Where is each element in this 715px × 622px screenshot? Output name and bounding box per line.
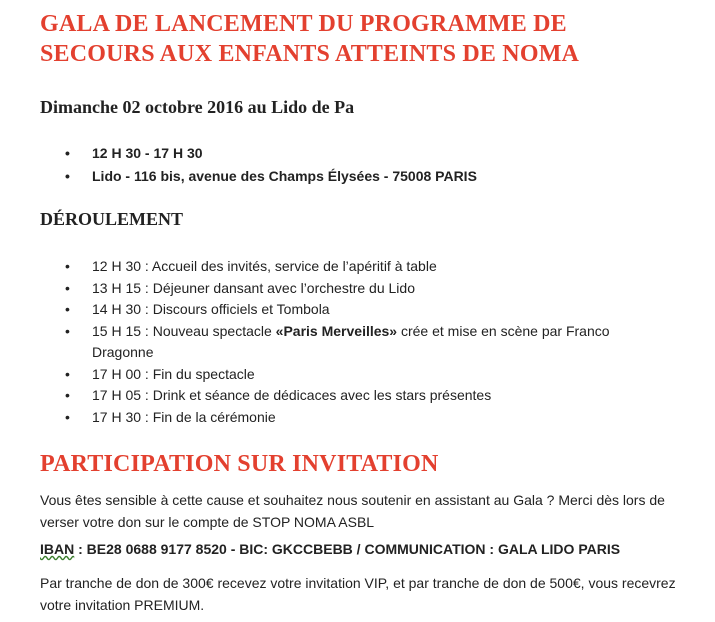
event-info-list bbox=[0, 142, 692, 188]
bullet: • bbox=[65, 168, 70, 184]
bullet: • bbox=[65, 408, 70, 425]
schedule-text: 13 H 15 : Déjeuner dansant avec l’orchestre du Lido bbox=[92, 279, 415, 296]
deroulement-heading: DÉROULEMENT bbox=[40, 209, 184, 229]
event-date: Dimanche 02 octobre 2016 au Lido de Pa bbox=[40, 97, 355, 117]
bank-details bbox=[40, 541, 620, 557]
list-item bbox=[0, 299, 692, 321]
schedule-text: 14 H 30 : Discours officiels et Tombola bbox=[92, 301, 330, 317]
list-item bbox=[0, 321, 652, 364]
list-item bbox=[0, 385, 692, 407]
bullet: • bbox=[65, 365, 70, 382]
participation-intro: Vous êtes sensible à cette cause et souhaitez nous soutenir en assistant au Gala ? Merci dès lors de verser votre don sur le compte de STOP NOMA ASBL bbox=[40, 492, 665, 530]
list-item bbox=[0, 142, 692, 165]
schedule-text: 17 H 30 : Fin de la cérémonie bbox=[92, 408, 276, 425]
donation-tiers: Par tranche de don de 300€ recevez votre invitation VIP, et par tranche de don de 500€, vous recevrez votre invitation PREMIUM. bbox=[40, 575, 676, 613]
list-item bbox=[0, 278, 692, 300]
schedule-text-before: 15 H 15 : Nouveau spectacle bbox=[92, 322, 276, 339]
schedule-list bbox=[0, 256, 692, 428]
bullet: • bbox=[65, 301, 70, 317]
schedule-text-after: crée et mise en scène par Franco Dragonne bbox=[92, 322, 610, 360]
bullet: • bbox=[65, 258, 70, 274]
bullet: • bbox=[65, 387, 70, 403]
list-item bbox=[0, 407, 692, 429]
iban-details: : BE28 0688 9177 8520 - BIC: GKCCBEBB / COMMUNICATION : GALA LIDO PARIS bbox=[74, 541, 621, 557]
schedule-text: 12 H 30 : Accueil des invités, service de l’apéritif à table bbox=[92, 258, 437, 274]
event-time: 12 H 30 - 17 H 30 bbox=[92, 145, 203, 161]
bullet: • bbox=[65, 322, 70, 339]
title-line-1: GALA DE LANCEMENT DU PROGRAMME DE bbox=[40, 11, 567, 37]
bullet: • bbox=[65, 145, 70, 161]
show-title: «Paris Merveilles» bbox=[275, 322, 398, 339]
list-item bbox=[0, 165, 692, 188]
list-item bbox=[0, 364, 692, 386]
bullet: • bbox=[65, 279, 70, 296]
list-item bbox=[0, 256, 692, 278]
schedule-text: 17 H 05 : Drink et séance de dédicaces avec les stars présentes bbox=[92, 387, 492, 403]
schedule-text: 17 H 00 : Fin du spectacle bbox=[92, 365, 255, 382]
event-venue: Lido - 116 bis, avenue des Champs Élysées - 75008 PARIS bbox=[92, 168, 477, 184]
participation-heading: PARTICIPATION SUR INVITATION bbox=[40, 451, 439, 477]
iban-label: IBAN bbox=[40, 541, 75, 557]
title-line-2: SECOURS AUX ENFANTS ATTEINTS DE NOMA bbox=[40, 41, 580, 67]
